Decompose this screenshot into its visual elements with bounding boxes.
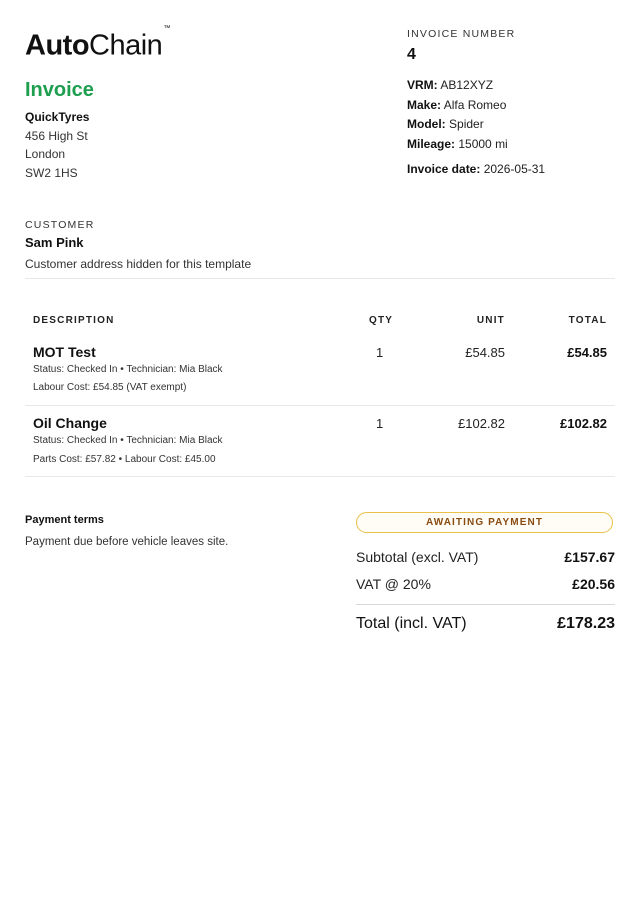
customer-address-note: Customer address hidden for this template xyxy=(25,257,252,271)
seller-postcode: SW2 1HS xyxy=(25,165,78,180)
mileage-row xyxy=(407,135,617,155)
payment-terms-text: Payment due before vehicle leaves site. xyxy=(25,536,229,548)
logo-bold-text: Auto xyxy=(25,29,90,62)
invoice-number-label: INVOICE NUMBER xyxy=(407,28,516,40)
invoice-date: 2026-05-31 xyxy=(483,162,546,176)
col-header-description: DESCRIPTION xyxy=(33,315,115,326)
vehicle-details xyxy=(407,76,617,154)
col-header-total: TOTAL xyxy=(568,315,607,326)
document-title: Invoice xyxy=(25,79,94,101)
seller-name: QuickTyres xyxy=(25,110,90,124)
invoice-details xyxy=(407,28,617,176)
divider xyxy=(25,278,615,279)
invoice-number: 4 xyxy=(407,46,416,63)
seller-block xyxy=(25,108,89,182)
line-item-cost-note: Parts Cost: £57.82 • Labour Cost: £45.00 xyxy=(33,454,216,465)
make-row xyxy=(407,96,617,116)
line-item-cost-note: Labour Cost: £54.85 (VAT exempt) xyxy=(33,382,187,393)
line-item-total: £54.85 xyxy=(567,345,607,360)
payment-terms-label: Payment terms xyxy=(25,514,104,526)
total-value: £178.23 xyxy=(557,615,615,632)
mileage-label: Mileage: xyxy=(407,136,456,151)
make-value: Alfa Romeo xyxy=(443,97,507,112)
line-item-unit: £102.82 xyxy=(458,416,505,431)
model-value: Spider xyxy=(449,117,484,131)
row-divider xyxy=(25,405,615,406)
subtotal-label: Subtotal (excl. VAT) xyxy=(356,549,479,565)
line-item-status: Status: Checked In • Technician: Mia Black xyxy=(33,364,223,375)
line-item-status: Status: Checked In • Technician: Mia Black xyxy=(33,435,223,446)
make-label: Make: xyxy=(407,97,442,112)
model-row xyxy=(407,115,617,135)
subtotal-value: £157.67 xyxy=(564,549,615,565)
line-item-unit: £54.85 xyxy=(465,345,505,360)
vrm-value: AB12XYZ xyxy=(440,78,494,92)
col-header-unit: UNIT xyxy=(476,315,505,326)
seller-address-line2: London xyxy=(25,147,66,161)
vrm-label: VRM: xyxy=(407,78,438,92)
line-item-name: MOT Test xyxy=(33,344,96,360)
model-label: Model: xyxy=(407,117,446,131)
payment-status-badge: AWAITING PAYMENT xyxy=(356,512,613,533)
seller-address-line1: 456 High St xyxy=(25,128,88,143)
invoice-date-row xyxy=(407,162,617,176)
line-item-name: Oil Change xyxy=(33,415,107,431)
customer-block xyxy=(25,219,615,271)
vrm-row xyxy=(407,76,617,96)
trademark-mark: ™ xyxy=(163,25,170,32)
customer-label: CUSTOMER xyxy=(25,219,95,231)
line-item-total: £102.82 xyxy=(560,416,607,431)
col-header-qty: QTY xyxy=(369,315,394,326)
line-item-qty: 1 xyxy=(376,345,384,360)
autochain-logo xyxy=(25,26,170,63)
vat-label: VAT @ 20% xyxy=(356,576,431,592)
invoice-date-label: Invoice date: xyxy=(407,162,481,176)
line-item-qty: 1 xyxy=(376,416,384,431)
vat-value: £20.56 xyxy=(572,576,615,592)
mileage-value: 15000 mi xyxy=(458,136,508,151)
summary-divider xyxy=(356,604,615,605)
logo-light-text: Chain xyxy=(89,29,163,62)
customer-name: Sam Pink xyxy=(25,235,84,250)
row-divider xyxy=(25,476,615,477)
total-label: Total (incl. VAT) xyxy=(356,615,467,632)
